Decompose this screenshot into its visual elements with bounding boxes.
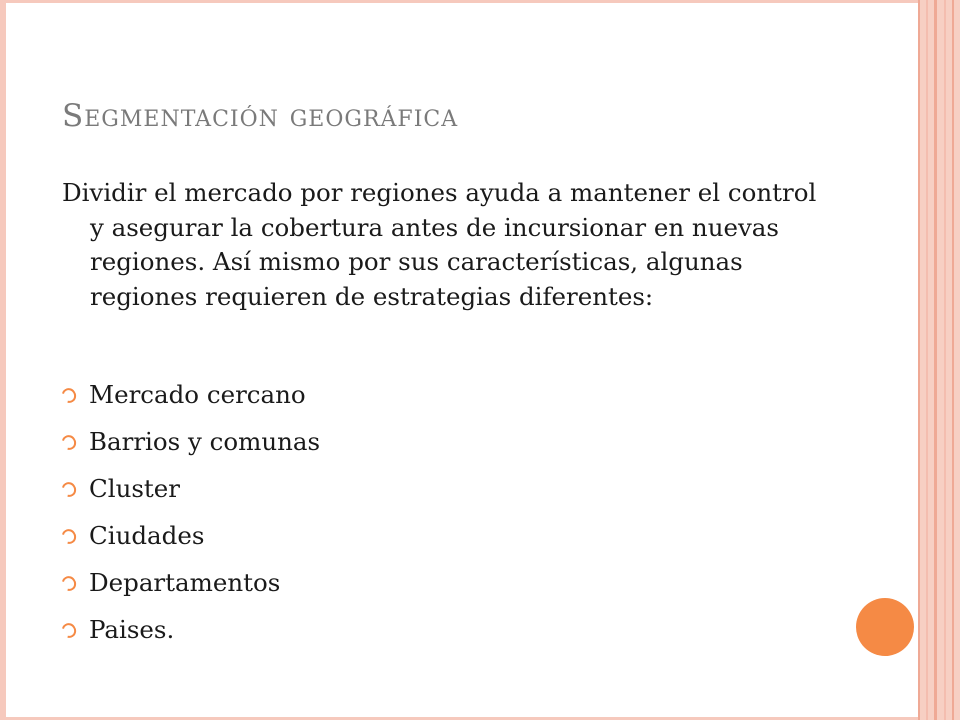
stripe-line — [952, 0, 954, 720]
stripe-line — [944, 0, 946, 720]
circle-outline-bullet-icon — [59, 621, 79, 641]
frame-left-border — [0, 0, 6, 720]
list-item-label: Barrios y comunas — [89, 427, 321, 456]
list-item — [62, 375, 320, 422]
list-item — [62, 422, 320, 469]
list-item — [62, 469, 320, 516]
circle-outline-bullet-icon — [59, 480, 79, 500]
list-item-label: Cluster — [89, 474, 180, 503]
list-item — [62, 516, 320, 563]
list-item-label: Mercado cercano — [89, 380, 306, 409]
list-item-label: Ciudades — [89, 521, 205, 550]
circle-outline-bullet-icon — [59, 386, 79, 406]
list-item-label: Paises. — [89, 615, 175, 644]
stripe-line — [926, 0, 928, 720]
intro-paragraph: Dividir el mercado por regiones ayuda a mantener el control y asegurar la cobertura antes de incursionar en nuevas regiones. Así mismo por sus características, algunas regiones requieren de estrategias diferentes: — [62, 178, 817, 311]
list-item-label: Departamentos — [89, 568, 281, 597]
bullet-list — [62, 375, 320, 657]
slide-body — [62, 176, 822, 314]
list-item — [62, 610, 320, 657]
circle-outline-bullet-icon — [59, 433, 79, 453]
circle-outline-bullet-icon — [59, 574, 79, 594]
stripe-line — [918, 0, 920, 720]
orange-circle-decoration — [856, 598, 914, 656]
slide-title: Segmentación geográfica — [62, 98, 459, 134]
list-item — [62, 563, 320, 610]
frame-top-border — [0, 0, 925, 3]
stripe-line — [934, 0, 937, 720]
circle-outline-bullet-icon — [59, 527, 79, 547]
